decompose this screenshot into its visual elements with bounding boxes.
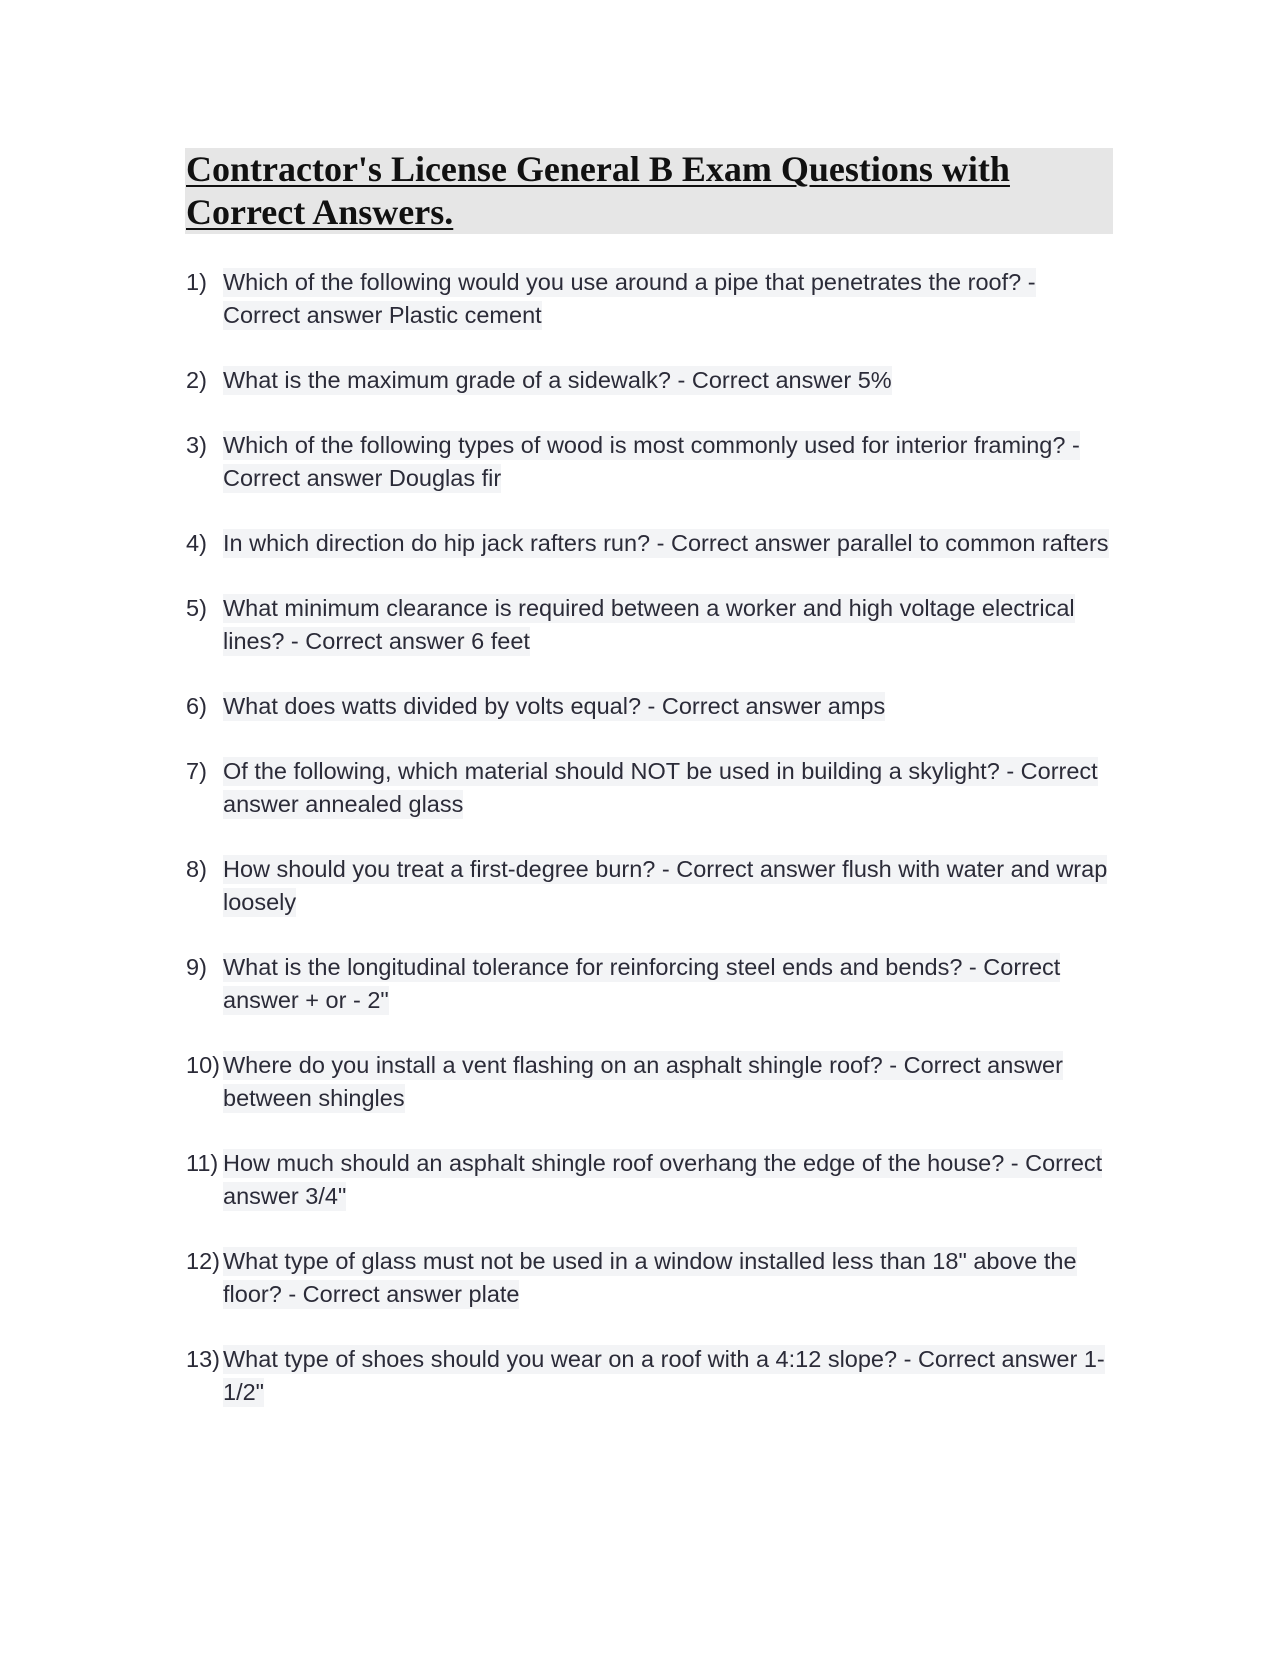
question-text: How much should an asphalt shingle roof overhang the edge of the house? - Correct answer 3/4" [223,1150,1103,1209]
question-text: Where do you install a vent flashing on an asphalt shingle roof? - Correct answer between shingles [223,1052,1063,1111]
question-item [186,951,1116,1017]
question-text: What type of glass must not be used in a window installed less than 18" above the floor? - Correct answer plate [223,1248,1077,1307]
question-item [186,527,1116,560]
question-number: 9) [186,954,207,980]
question-item [186,429,1116,495]
question-number: 6) [186,693,207,719]
question-item [186,853,1116,919]
question-number: 5) [186,595,207,621]
question-text: Which of the following types of wood is most commonly used for interior framing? - Correct answer Douglas fir [223,432,1080,491]
question-item [186,1245,1116,1311]
document-title: Contractor's License General B Exam Questions with Correct Answers. [186,149,1010,232]
question-item [186,755,1116,821]
question-number: 12) [186,1248,220,1274]
question-text: What does watts divided by volts equal? - Correct answer amps [223,693,886,719]
question-text: In which direction do hip jack rafters run? - Correct answer parallel to common rafters [223,530,1109,556]
question-number: 2) [186,367,207,393]
question-text: What type of shoes should you wear on a roof with a 4:12 slope? - Correct answer 1-1/2" [223,1346,1105,1405]
question-item [186,266,1116,332]
question-item [186,364,1116,397]
question-item [186,1147,1116,1213]
question-list [186,266,1116,1441]
question-text: What is the longitudinal tolerance for reinforcing steel ends and bends? - Correct answer + or - 2" [223,954,1061,1013]
question-item [186,1343,1116,1409]
question-item [186,592,1116,658]
question-item [186,690,1116,723]
question-text: Of the following, which material should NOT be used in building a skylight? - Correct answer annealed glass [223,758,1098,817]
question-number: 10) [186,1052,220,1078]
question-text: What minimum clearance is required between a worker and high voltage electrical lines? - Correct answer 6 feet [223,595,1075,654]
question-item [186,1049,1116,1115]
question-number: 4) [186,530,207,556]
question-number: 8) [186,856,207,882]
question-number: 3) [186,432,207,458]
question-text: What is the maximum grade of a sidewalk? - Correct answer 5% [223,367,892,393]
question-text: Which of the following would you use around a pipe that penetrates the roof? - Correct answer Plastic cement [223,269,1036,328]
question-number: 11) [186,1150,219,1176]
question-number: 13) [186,1346,220,1372]
question-number: 1) [186,269,207,295]
question-number: 7) [186,758,207,784]
question-text: How should you treat a first-degree burn? - Correct answer flush with water and wrap loosely [223,856,1108,915]
